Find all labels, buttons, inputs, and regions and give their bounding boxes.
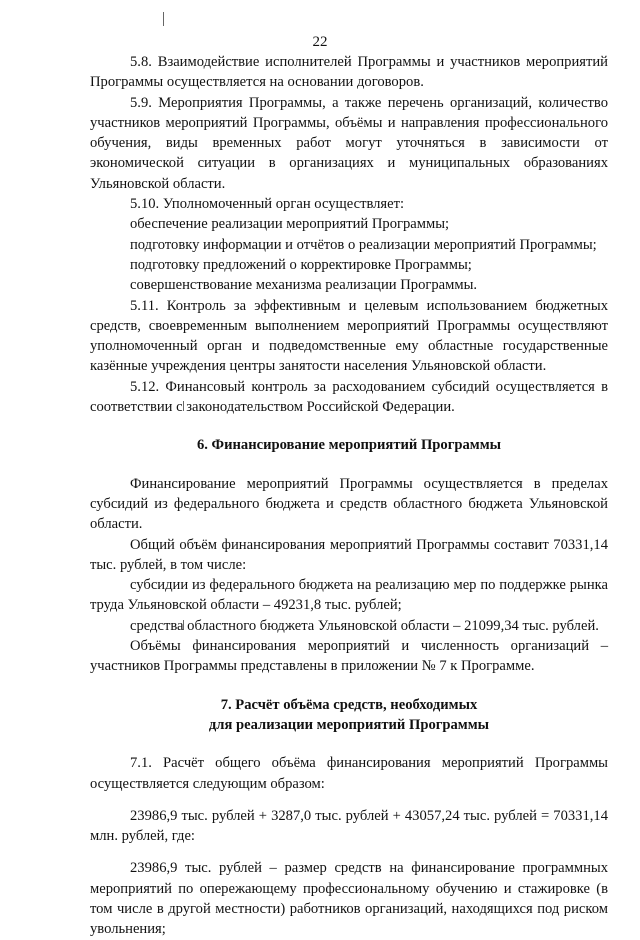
paragraph: 5.12. Финансовый контроль за расходованием субсидий осуществляется в соответствии с законодательством Российской Федерации. <box>90 378 608 416</box>
section-6-heading: 6. Финансирование мероприятий Программы <box>196 437 502 454</box>
paragraph: 5.9. Мероприятия Программы, а также перечень организаций, количество участников мероприятий Программы, объёмы и направления профессионального обучения, виды временных работ могут уточняться в зависимости от экономической ситуации в организациях и муниципальных образованиях Ульяновской области. <box>90 94 608 192</box>
paragraph: 23986,9 тыс. рублей – размер средств на финансирование программных мероприятий по опережающему профессиональному обучению и стажировке (в том числе в другой местности) работников организаций, находящихся под риском увольнения; <box>90 860 608 938</box>
paragraph: Общий объём финансирования мероприятий Программы составит 70331,14 тыс. рублей, в том числе: <box>90 536 608 573</box>
paragraph: подготовку информации и отчётов о реализации мероприятий Программы; <box>130 236 597 253</box>
paragraph: субсидии из федерального бюджета на реализацию мер по поддержке рынка труда Ульяновской области – 49231,8 тыс. рублей; <box>90 577 608 614</box>
section-7-heading-line1: 7. Расчёт объёма средств, необходимых <box>220 696 478 713</box>
paragraph: 5.11. Контроль за эффективным и целевым использованием бюджетных средств, своевременным выполнением мероприятий Программы осуществляют уполномоченный орган и подведомственные ему областные государственные казённые учреждения центры занятости населения Ульяновской области. <box>90 297 608 375</box>
paragraph: 5.10. Уполномоченный орган осуществляет: <box>130 196 405 213</box>
formula: 23986,9 тыс. рублей + 3287,0 тыс. рублей + 43057,24 тыс. рублей = 70331,14 млн. рублей, где: <box>90 807 608 845</box>
paragraph: 7.1. Расчёт общего объёма финансирования мероприятий Программы осуществляется следующим образом: <box>90 755 608 792</box>
section-7-heading-line2: для реализации мероприятий Программы <box>208 716 490 733</box>
paragraph: подготовку предложений о корректировке Программы; <box>130 256 472 273</box>
paragraph: Финансирование мероприятий Программы осуществляется в пределах субсидий из федерального бюджета и средств областного бюджета Ульяновской области. <box>90 475 608 533</box>
paragraph: совершенствование механизма реализации Программы. <box>130 277 478 294</box>
scan-mark <box>163 12 164 26</box>
paragraph: обеспечение реализации мероприятий Программы; <box>130 216 450 233</box>
page-number: 22 <box>312 34 328 50</box>
paragraph: Объёмы финансирования мероприятий и численность организаций – участников Программы представлены в приложении № 7 к Программе. <box>90 638 608 675</box>
paragraph: 5.8. Взаимодействие исполнителей Программы и участников мероприятий Программы осуществляется на основании договоров. <box>90 54 608 91</box>
paragraph: средства областного бюджета Ульяновской области – 21099,34 тыс. рублей. <box>130 617 599 634</box>
document-body <box>90 52 608 940</box>
